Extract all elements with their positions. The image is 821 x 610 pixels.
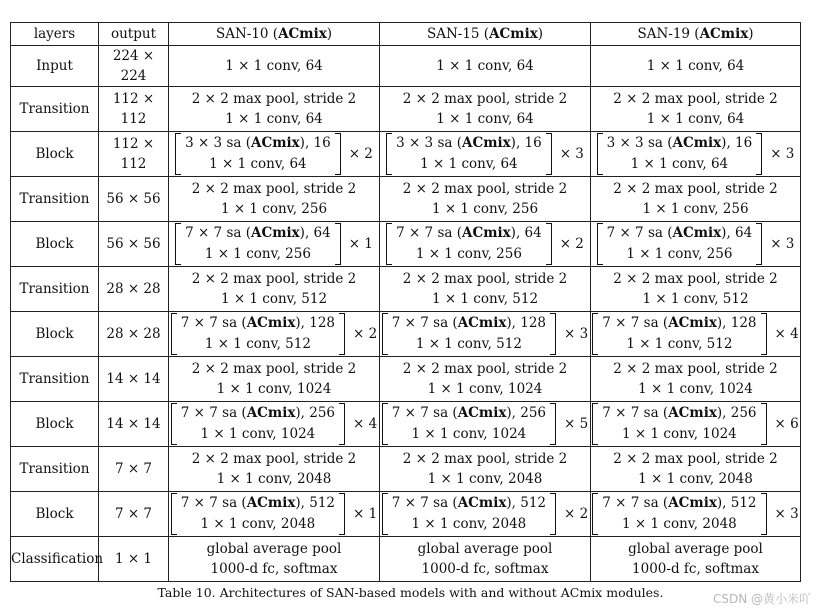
repeat-multiplier: × 3 bbox=[774, 506, 799, 522]
sa-prefix: 7 × 7 sa ( bbox=[185, 225, 251, 241]
cell-config bbox=[380, 132, 591, 177]
cell-output: 7 × 7 bbox=[99, 492, 169, 537]
cell-layer: Transition bbox=[11, 357, 99, 402]
cell-output: 28 × 28 bbox=[99, 267, 169, 312]
config-line: 2 × 2 max pool, stride 2 bbox=[613, 361, 778, 377]
cell-config bbox=[169, 447, 380, 492]
block-config bbox=[591, 403, 800, 445]
cell-config bbox=[169, 537, 380, 582]
repeat-multiplier: × 3 bbox=[559, 146, 584, 162]
sa-prefix: 3 × 3 sa ( bbox=[396, 135, 462, 151]
acmix-tag: ACmix bbox=[457, 495, 507, 511]
config-line: 2 × 2 max pool, stride 2 bbox=[402, 91, 568, 107]
cell-config bbox=[380, 492, 591, 537]
sa-prefix: 7 × 7 sa ( bbox=[602, 315, 669, 331]
model-tag: ACmix bbox=[699, 26, 749, 42]
sa-prefix: 7 × 7 sa ( bbox=[180, 495, 247, 511]
block-config bbox=[591, 493, 800, 535]
cell-config bbox=[591, 447, 801, 492]
config-line: 2 × 2 max pool, stride 2 bbox=[402, 361, 568, 377]
bracket-group bbox=[171, 493, 345, 535]
cell-config bbox=[591, 177, 801, 222]
sa-line bbox=[396, 223, 542, 244]
repeat-multiplier: × 6 bbox=[774, 416, 799, 432]
config-line: 1 × 1 conv, 2048 bbox=[427, 471, 543, 487]
acmix-tag: ACmix bbox=[668, 315, 717, 331]
cell-config bbox=[591, 402, 801, 447]
sa-suffix: ), 128 bbox=[716, 315, 757, 331]
sa-line bbox=[607, 133, 753, 154]
cell-layer: Block bbox=[11, 402, 99, 447]
cell-config bbox=[169, 46, 380, 87]
cell-config bbox=[591, 492, 801, 537]
conv-line: 1 × 1 conv, 2048 bbox=[622, 516, 737, 532]
config-line: 1 × 1 conv, 64 bbox=[225, 111, 323, 127]
cell-config bbox=[380, 222, 591, 267]
config-line: 1 × 1 conv, 256 bbox=[431, 201, 539, 217]
block-config bbox=[591, 313, 800, 355]
sa-line bbox=[185, 133, 331, 154]
config-line: 1 × 1 conv, 64 bbox=[436, 111, 534, 127]
cell-config bbox=[591, 267, 801, 312]
cell-layer: Transition bbox=[11, 267, 99, 312]
cell-config bbox=[380, 46, 591, 87]
config-line: 1 × 1 conv, 512 bbox=[220, 291, 328, 307]
cell-layer: Block bbox=[11, 132, 99, 177]
cell-config bbox=[169, 312, 380, 357]
config-line: 2 × 2 max pool, stride 2 bbox=[191, 361, 357, 377]
sa-prefix: 7 × 7 sa ( bbox=[602, 495, 669, 511]
cell-output: 224 × 224 bbox=[99, 46, 169, 87]
cell-config bbox=[380, 402, 591, 447]
table-row bbox=[11, 267, 801, 312]
cell-config bbox=[591, 312, 801, 357]
cell-config bbox=[169, 177, 380, 222]
config-line: 2 × 2 max pool, stride 2 bbox=[191, 271, 357, 287]
conv-line: 1 × 1 conv, 512 bbox=[204, 336, 311, 352]
table-caption: Table 10. Architectures of SAN-based models with and without ACmix modules. bbox=[157, 585, 664, 600]
sa-line bbox=[181, 493, 335, 514]
bracket-group bbox=[386, 133, 552, 175]
config-line: 2 × 2 max pool, stride 2 bbox=[191, 451, 357, 467]
table-row bbox=[11, 492, 801, 537]
cell-output: 56 × 56 bbox=[99, 177, 169, 222]
acmix-tag: ACmix bbox=[246, 315, 296, 331]
table-row bbox=[11, 312, 801, 357]
table-row bbox=[11, 402, 801, 447]
config-line: 2 × 2 max pool, stride 2 bbox=[613, 91, 778, 107]
repeat-multiplier: × 2 bbox=[353, 326, 378, 342]
model-name: SAN-15 bbox=[426, 26, 480, 42]
config-line: global average pool bbox=[206, 541, 342, 557]
bracket-group bbox=[171, 403, 345, 445]
sa-line bbox=[602, 403, 756, 424]
sa-prefix: 7 × 7 sa ( bbox=[180, 315, 247, 331]
cell-output: 14 × 14 bbox=[99, 402, 169, 447]
sa-suffix: ), 64 bbox=[299, 225, 331, 241]
cell-layer: Transition bbox=[11, 177, 99, 222]
sa-suffix: ), 16 bbox=[721, 135, 753, 151]
header-row bbox=[11, 23, 801, 46]
cell-output: 1 × 1 bbox=[99, 537, 169, 582]
sa-line bbox=[602, 313, 756, 334]
cell-config bbox=[169, 357, 380, 402]
config-line: 2 × 2 max pool, stride 2 bbox=[613, 271, 778, 287]
sa-suffix: ), 256 bbox=[506, 405, 546, 421]
sa-prefix: 7 × 7 sa ( bbox=[606, 225, 673, 241]
acmix-tag: ACmix bbox=[461, 225, 511, 241]
block-config bbox=[591, 133, 800, 175]
repeat-multiplier: × 2 bbox=[348, 146, 373, 162]
cell-layer: Block bbox=[11, 222, 99, 267]
config-line: 1 × 1 conv, 64 bbox=[646, 58, 745, 74]
acmix-tag: ACmix bbox=[672, 225, 722, 241]
cell-config bbox=[380, 267, 591, 312]
sa-suffix: ), 256 bbox=[295, 405, 335, 421]
config-line: global average pool bbox=[628, 541, 763, 557]
sa-line bbox=[607, 223, 753, 244]
conv-line: 1 × 1 conv, 512 bbox=[415, 336, 522, 352]
bracket-group bbox=[592, 403, 766, 445]
cell-output: 56 × 56 bbox=[99, 222, 169, 267]
sa-prefix: 3 × 3 sa ( bbox=[185, 135, 251, 151]
model-name: SAN-10 bbox=[215, 26, 269, 42]
bracket-group bbox=[597, 133, 763, 175]
header-model-0: SAN-10 (ACmix) bbox=[169, 23, 380, 46]
cell-output: 28 × 28 bbox=[99, 312, 169, 357]
sa-line bbox=[181, 313, 335, 334]
table-row bbox=[11, 537, 801, 582]
cell-config bbox=[380, 447, 591, 492]
sa-suffix: ), 512 bbox=[506, 495, 546, 511]
cell-config bbox=[591, 87, 801, 132]
cell-config bbox=[169, 87, 380, 132]
bracket-group bbox=[175, 223, 341, 265]
sa-line bbox=[392, 493, 546, 514]
conv-line: 1 × 1 conv, 64 bbox=[209, 156, 307, 172]
model-tag: ACmix bbox=[278, 26, 327, 42]
table-row bbox=[11, 132, 801, 177]
block-config bbox=[169, 403, 379, 445]
block-config bbox=[380, 133, 590, 175]
repeat-multiplier: × 3 bbox=[564, 326, 589, 342]
cell-layer: Block bbox=[11, 492, 99, 537]
cell-config bbox=[380, 177, 591, 222]
config-line: 2 × 2 max pool, stride 2 bbox=[191, 91, 357, 107]
cell-config bbox=[380, 357, 591, 402]
sa-line bbox=[396, 133, 542, 154]
repeat-multiplier: × 4 bbox=[353, 416, 378, 432]
repeat-multiplier: × 1 bbox=[348, 236, 373, 252]
watermark: CSDN @黄小米吖 bbox=[712, 592, 811, 606]
table-row bbox=[11, 357, 801, 402]
block-config bbox=[380, 493, 590, 535]
block-config bbox=[169, 313, 379, 355]
sa-prefix: 7 × 7 sa ( bbox=[391, 405, 458, 421]
repeat-multiplier: × 3 bbox=[770, 236, 795, 252]
bracket-group bbox=[175, 133, 341, 175]
bracket-group bbox=[382, 493, 556, 535]
config-line: 1000-d fc, softmax bbox=[421, 561, 549, 577]
block-config bbox=[380, 313, 590, 355]
cell-config bbox=[591, 357, 801, 402]
conv-line: 1 × 1 conv, 2048 bbox=[200, 516, 316, 532]
config-line: 1000-d fc, softmax bbox=[632, 561, 759, 577]
config-line: 1 × 1 conv, 256 bbox=[642, 201, 749, 217]
config-line: global average pool bbox=[417, 541, 553, 557]
conv-line: 1 × 1 conv, 64 bbox=[630, 156, 729, 172]
config-line: 1 × 1 conv, 2048 bbox=[216, 471, 332, 487]
config-line: 1 × 1 conv, 1024 bbox=[427, 381, 543, 397]
model-name: SAN-19 bbox=[637, 26, 691, 42]
table-row bbox=[11, 447, 801, 492]
sa-suffix: ), 128 bbox=[295, 315, 335, 331]
bracket-group bbox=[382, 313, 556, 355]
cell-config bbox=[169, 267, 380, 312]
sa-line bbox=[181, 403, 335, 424]
config-line: 1 × 1 conv, 64 bbox=[225, 58, 323, 74]
cell-config bbox=[169, 222, 380, 267]
header-layers: layers bbox=[11, 23, 99, 46]
cell-output: 7 × 7 bbox=[99, 447, 169, 492]
block-config bbox=[169, 133, 379, 175]
conv-line: 1 × 1 conv, 256 bbox=[626, 246, 733, 262]
cell-config bbox=[380, 87, 591, 132]
config-line: 1 × 1 conv, 2048 bbox=[638, 471, 753, 487]
conv-line: 1 × 1 conv, 1024 bbox=[622, 426, 737, 442]
repeat-multiplier: × 1 bbox=[353, 506, 378, 522]
block-config bbox=[380, 223, 590, 265]
sa-line bbox=[602, 493, 756, 514]
bracket-group bbox=[386, 223, 552, 265]
cell-config bbox=[169, 492, 380, 537]
sa-suffix: ), 16 bbox=[510, 135, 542, 151]
cell-layer: Classification bbox=[11, 537, 99, 582]
conv-line: 1 × 1 conv, 256 bbox=[415, 246, 522, 262]
cell-layer: Transition bbox=[11, 87, 99, 132]
sa-suffix: ), 16 bbox=[299, 135, 331, 151]
block-config bbox=[169, 493, 379, 535]
sa-suffix: ), 512 bbox=[295, 495, 335, 511]
config-line: 1 × 1 conv, 1024 bbox=[216, 381, 332, 397]
conv-line: 1 × 1 conv, 64 bbox=[420, 156, 518, 172]
cell-output: 112 × 112 bbox=[99, 132, 169, 177]
sa-prefix: 7 × 7 sa ( bbox=[391, 315, 458, 331]
bracket-group bbox=[592, 313, 766, 355]
sa-suffix: ), 64 bbox=[510, 225, 542, 241]
acmix-tag: ACmix bbox=[250, 225, 300, 241]
acmix-tag: ACmix bbox=[250, 135, 300, 151]
config-line: 2 × 2 max pool, stride 2 bbox=[613, 451, 778, 467]
sa-line bbox=[185, 223, 331, 244]
cell-config bbox=[591, 537, 801, 582]
bracket-group bbox=[592, 493, 766, 535]
conv-line: 1 × 1 conv, 2048 bbox=[411, 516, 527, 532]
bracket-group bbox=[382, 403, 556, 445]
config-line: 1 × 1 conv, 64 bbox=[646, 111, 745, 127]
bracket-group bbox=[597, 223, 763, 265]
config-line: 1000-d fc, softmax bbox=[210, 561, 338, 577]
config-line: 1 × 1 conv, 1024 bbox=[638, 381, 753, 397]
config-line: 1 × 1 conv, 512 bbox=[642, 291, 749, 307]
header-model-1: SAN-15 (ACmix) bbox=[380, 23, 591, 46]
acmix-tag: ACmix bbox=[668, 405, 717, 421]
cell-config bbox=[169, 132, 380, 177]
repeat-multiplier: × 4 bbox=[774, 326, 799, 342]
config-line: 1 × 1 conv, 256 bbox=[220, 201, 328, 217]
config-line: 1 × 1 conv, 512 bbox=[431, 291, 539, 307]
sa-prefix: 7 × 7 sa ( bbox=[391, 495, 458, 511]
table-body bbox=[11, 46, 801, 582]
table-row bbox=[11, 87, 801, 132]
config-line: 2 × 2 max pool, stride 2 bbox=[402, 181, 568, 197]
sa-prefix: 7 × 7 sa ( bbox=[180, 405, 247, 421]
header-model-2: SAN-19 (ACmix) bbox=[591, 23, 801, 46]
sa-prefix: 7 × 7 sa ( bbox=[602, 405, 669, 421]
cell-config bbox=[380, 312, 591, 357]
cell-output: 112 × 112 bbox=[99, 87, 169, 132]
conv-line: 1 × 1 conv, 256 bbox=[204, 246, 311, 262]
repeat-multiplier: × 2 bbox=[559, 236, 584, 252]
cell-layer: Input bbox=[11, 46, 99, 87]
config-line: 2 × 2 max pool, stride 2 bbox=[402, 451, 568, 467]
block-config bbox=[591, 223, 800, 265]
bracket-group bbox=[171, 313, 345, 355]
acmix-tag: ACmix bbox=[246, 405, 296, 421]
config-line: 2 × 2 max pool, stride 2 bbox=[402, 271, 568, 287]
model-tag: ACmix bbox=[489, 26, 538, 42]
sa-prefix: 3 × 3 sa ( bbox=[606, 135, 673, 151]
block-config bbox=[380, 403, 590, 445]
config-line: 1 × 1 conv, 64 bbox=[436, 58, 534, 74]
table-row bbox=[11, 177, 801, 222]
block-config bbox=[169, 223, 379, 265]
repeat-multiplier: × 2 bbox=[564, 506, 589, 522]
sa-line bbox=[392, 403, 546, 424]
acmix-tag: ACmix bbox=[457, 315, 507, 331]
sa-suffix: ), 256 bbox=[716, 405, 757, 421]
acmix-tag: ACmix bbox=[246, 495, 296, 511]
sa-line bbox=[392, 313, 546, 334]
conv-line: 1 × 1 conv, 1024 bbox=[200, 426, 316, 442]
acmix-tag: ACmix bbox=[672, 135, 722, 151]
cell-config bbox=[591, 222, 801, 267]
header-output: output bbox=[99, 23, 169, 46]
config-line: 2 × 2 max pool, stride 2 bbox=[191, 181, 357, 197]
cell-config bbox=[380, 537, 591, 582]
architecture-table bbox=[10, 22, 801, 582]
conv-line: 1 × 1 conv, 512 bbox=[626, 336, 733, 352]
sa-suffix: ), 512 bbox=[716, 495, 757, 511]
config-line: 2 × 2 max pool, stride 2 bbox=[613, 181, 778, 197]
sa-suffix: ), 64 bbox=[721, 225, 753, 241]
cell-config bbox=[591, 132, 801, 177]
cell-config bbox=[169, 402, 380, 447]
repeat-multiplier: × 3 bbox=[770, 146, 795, 162]
repeat-multiplier: × 5 bbox=[564, 416, 589, 432]
sa-suffix: ), 128 bbox=[506, 315, 546, 331]
cell-config bbox=[591, 46, 801, 87]
acmix-tag: ACmix bbox=[457, 405, 507, 421]
conv-line: 1 × 1 conv, 1024 bbox=[411, 426, 527, 442]
sa-prefix: 7 × 7 sa ( bbox=[396, 225, 462, 241]
cell-output: 14 × 14 bbox=[99, 357, 169, 402]
cell-layer: Transition bbox=[11, 447, 99, 492]
acmix-tag: ACmix bbox=[461, 135, 511, 151]
table-row bbox=[11, 46, 801, 87]
cell-layer: Block bbox=[11, 312, 99, 357]
acmix-tag: ACmix bbox=[668, 495, 717, 511]
table-row bbox=[11, 222, 801, 267]
